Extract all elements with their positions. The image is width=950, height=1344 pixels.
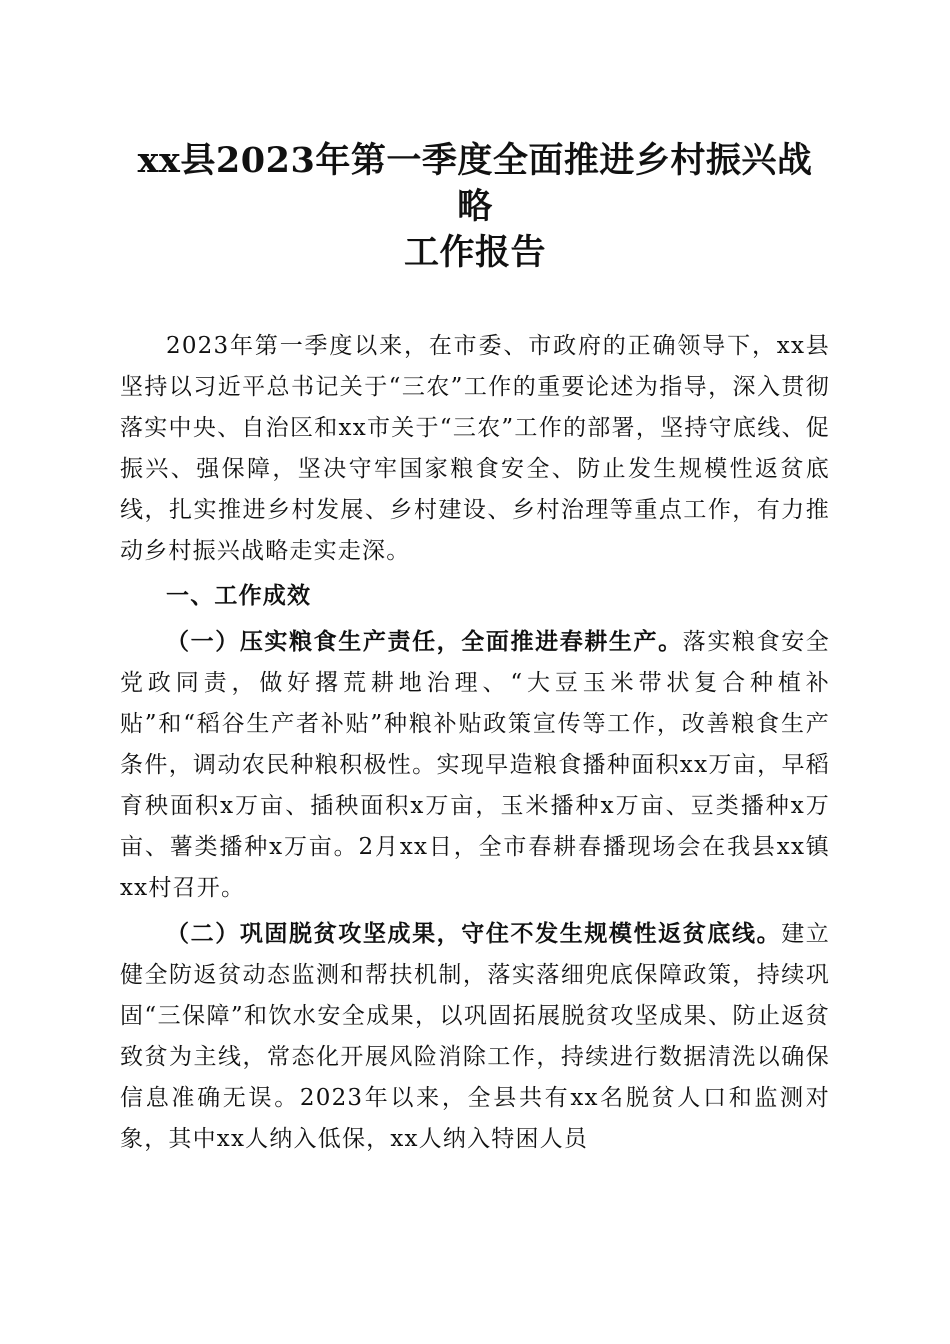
title-line-1: xx县2023年第一季度全面推进乡村振兴战略 [137,140,813,227]
subsection-lead: （一）压实粮食生产责任，全面推进春耕生产。 [166,628,683,655]
document-title [120,138,830,276]
subsection-grain-production [120,621,830,909]
title-line-2: 工作报告 [403,232,546,273]
subsection-body: 建立健全防返贫动态监测和帮扶机制，落实落细兜底保障政策，持续巩固“三保障”和饮水安全成果，以巩固拓展脱贫攻坚成果、防止返贫致贫为主线，常态化开展风险消除工作，持续进行数据清洗以确保信息准确无误。2023年以来，全县共有xx名脱贫人口和监测对象，其中xx人纳入低保，xx人纳入特困人员 [120,921,830,1152]
subsection-lead: （二）巩固脱贫攻坚成果，守住不发生规模性返贫底线。 [166,920,782,947]
subsection-poverty-consolidation [120,913,830,1160]
subsection-body: 落实粮食安全党政同责，做好撂荒耕地治理、“大豆玉米带状复合种植补贴”和“稻谷生产者补贴”种粮补贴政策宣传等工作，改善粮食生产条件，调动农民种粮积极性。实现早造粮食播种面积xx万亩，早稻育秧面积x万亩、插秧面积x万亩，玉米播种x万亩、豆类播种x万亩、薯类播种x万亩。2月xx日，全市春耕春播现场会在我县xx镇xx村召开。 [120,629,831,901]
intro-paragraph: 2023年第一季度以来，在市委、市政府的正确领导下，xx县坚持以习近平总书记关于“三农”工作的重要论述为指导，深入贯彻落实中央、自治区和xx市关于“三农”工作的部署，坚持守底线、促振兴、强保障，坚决守牢国家粮食安全、防止发生规模性返贫底线，扎实推进乡村发展、乡村建设、乡村治理等重点工作，有力推动乡村振兴战略走实走深。 [120,333,830,564]
section-heading-achievements: 一、工作成效 [166,583,312,609]
document-page [120,138,830,1160]
